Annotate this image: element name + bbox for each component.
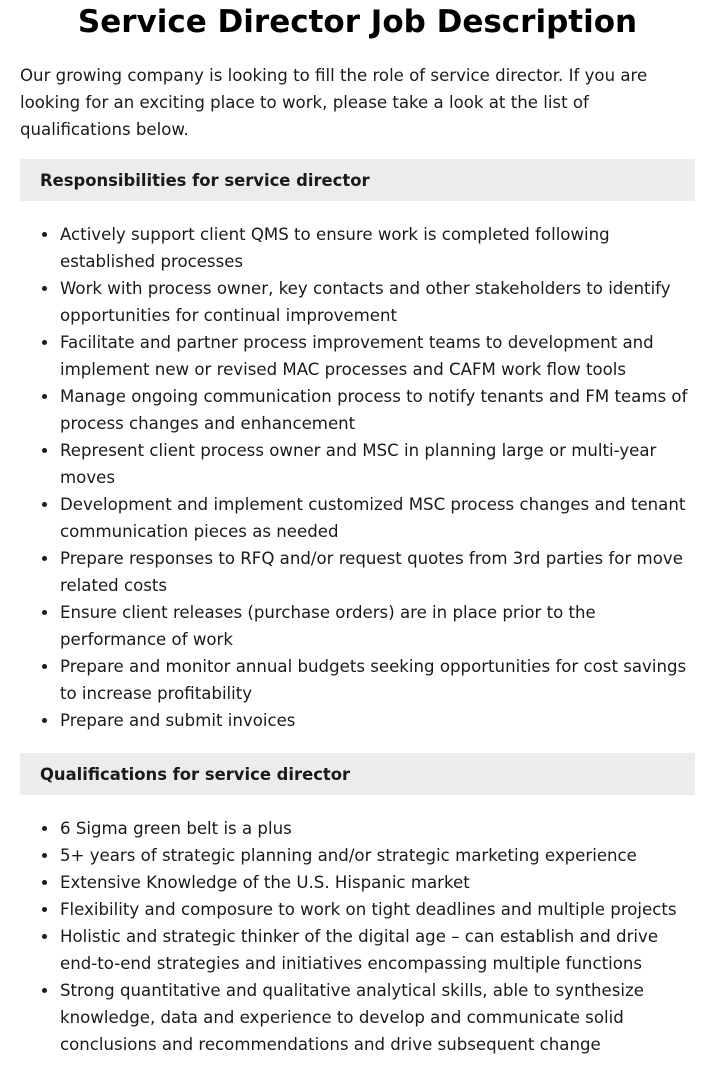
qualifications-list (20, 815, 695, 1058)
list-item: Actively support client QMS to ensure work is completed following established processes (60, 221, 695, 275)
list-item: 6 Sigma green belt is a plus (60, 815, 695, 842)
list-item: Holistic and strategic thinker of the digital age – can establish and drive end-to-end strategies and initiatives encompassing multiple functions (60, 923, 695, 977)
list-item: Prepare and monitor annual budgets seeking opportunities for cost savings to increase profitability (60, 653, 695, 707)
page-title: Service Director Job Description (77, 4, 638, 40)
intro-paragraph: Our growing company is looking to fill the role of service director. If you are looking for an exciting place to work, please take a look at the list of qualifications below. (20, 66, 648, 139)
responsibilities-list (20, 221, 695, 734)
list-item: Work with process owner, key contacts and other stakeholders to identify opportunities for continual improvement (60, 275, 695, 329)
list-item: Prepare and submit invoices (60, 707, 695, 734)
list-item: Ensure client releases (purchase orders) are in place prior to the performance of work (60, 599, 695, 653)
list-item: 5+ years of strategic planning and/or strategic marketing experience (60, 842, 695, 869)
list-item: Represent client process owner and MSC in planning large or multi-year moves (60, 437, 695, 491)
list-item: Flexibility and composure to work on tight deadlines and multiple projects (60, 896, 695, 923)
list-item: Prepare responses to RFQ and/or request quotes from 3rd parties for move related costs (60, 545, 695, 599)
qualifications-heading: Qualifications for service director (20, 753, 695, 795)
list-item: Extensive Knowledge of the U.S. Hispanic market (60, 869, 695, 896)
list-item: Development and implement customized MSC process changes and tenant communication pieces as needed (60, 491, 695, 545)
list-item: Strong quantitative and qualitative analytical skills, able to synthesize knowledge, data and experience to develop and communicate solid conclusions and recommendations and drive subsequent change (60, 977, 695, 1058)
list-item: Facilitate and partner process improvement teams to development and implement new or revised MAC processes and CAFM work flow tools (60, 329, 695, 383)
list-item: Manage ongoing communication process to notify tenants and FM teams of process changes and enhancement (60, 383, 695, 437)
responsibilities-heading: Responsibilities for service director (20, 159, 695, 201)
